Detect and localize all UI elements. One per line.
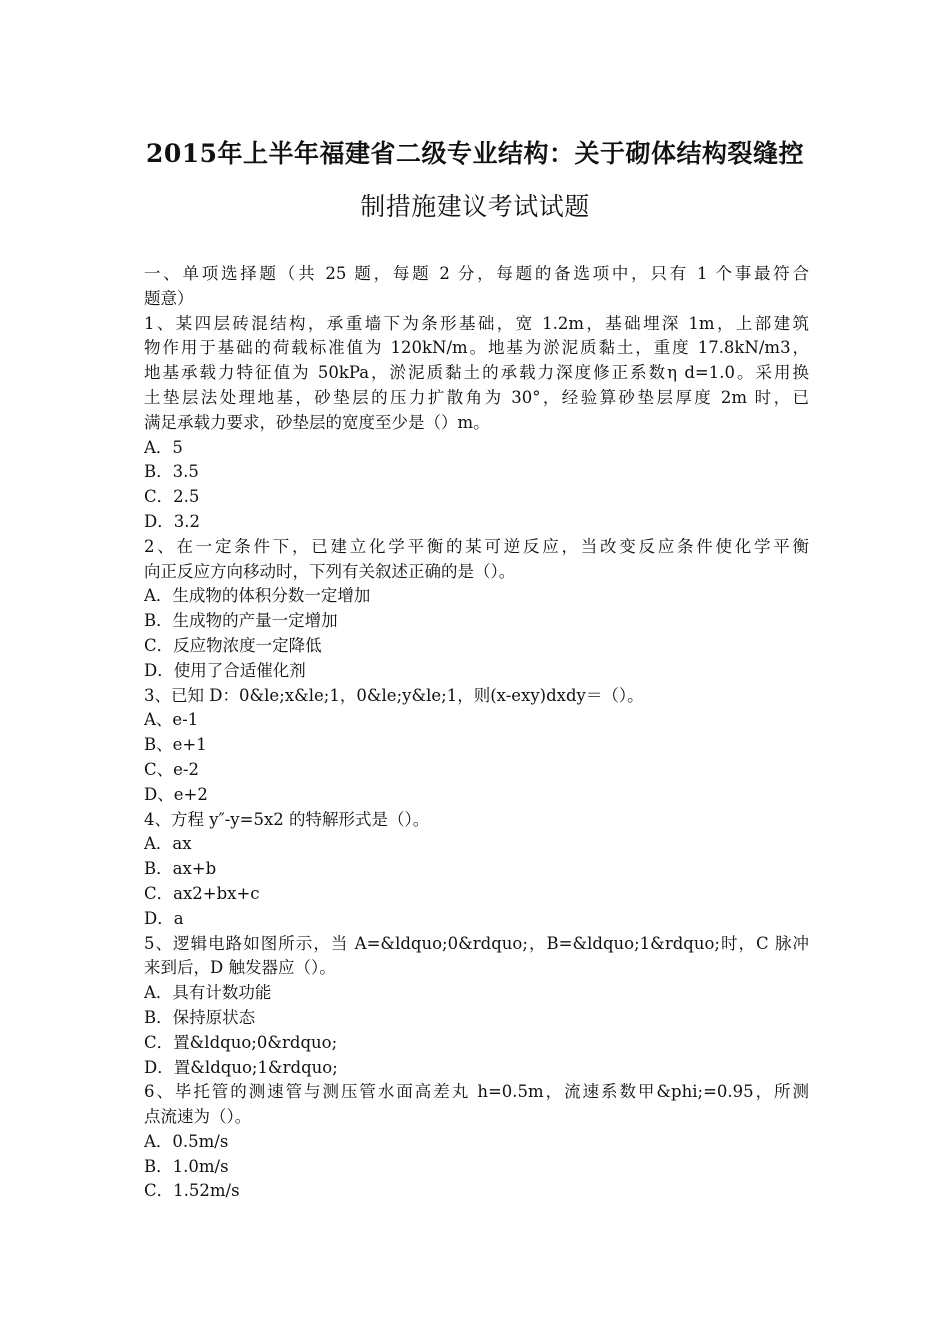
option: B．ax+b [144, 859, 217, 879]
option: A．生成物的体积分数一定增加 [144, 586, 371, 606]
option: A．具有计数功能 [144, 983, 272, 1003]
option: B．1.0m/s [144, 1156, 229, 1176]
document-title-line-2: 制措施建议考试试题 [360, 192, 590, 221]
document-body [144, 262, 809, 1204]
option: D．3.2 [144, 511, 200, 531]
question-2-cont: 向正反应方向移动时，下列有关叙述正确的是（）。 [144, 561, 516, 581]
option: B．3.5 [144, 462, 199, 482]
option: D．a [144, 908, 184, 928]
question-6: 6、毕托管的测速管与测压管水面高差丸 h=0.5m，流速系数甲&phi;=0.95，所测 [144, 1082, 809, 1102]
section-heading: 一、单项选择题（共 25 题，每题 2 分，每题的备选项中，只有 1 个事最符合 [144, 264, 809, 283]
document-title-line-1: 2015年上半年福建省二级专业结构：关于砌体结构裂缝控 [145, 139, 805, 168]
option: B、e+1 [144, 735, 207, 755]
option: B．生成物的产量一定增加 [144, 611, 338, 631]
option: C．ax2+bx+c [144, 883, 260, 903]
option: B．保持原状态 [144, 1007, 256, 1027]
option: C．1.52m/s [144, 1181, 240, 1201]
section-heading-cont: 题意） [144, 288, 194, 308]
question-1-cont: 土垫层法处理地基，砂垫层的压力扩散角为 30°，经验算砂垫层厚度 2m 时，已 [144, 387, 809, 407]
question-1-cont: 满足承载力要求，砂垫层的宽度至少是（）m。 [144, 412, 490, 432]
option: A、e-1 [144, 710, 199, 730]
question-1-cont: 地基承载力特征值为 50kPa，淤泥质黏土的承载力深度修正系数η d=1.0。采用换 [144, 363, 809, 383]
option: C．2.5 [144, 487, 200, 507]
option: D．置&ldquo;1&rdquo; [144, 1057, 338, 1077]
question-3: 3、已知 D：0&le;x&le;1，0&le;y&le;1，则(x-exy)dxdy＝（）。 [144, 685, 644, 705]
option: D、e+2 [144, 784, 208, 804]
question-1: 1、某四层砖混结构，承重墙下为条形基础，宽 1.2m，基础埋深 1m，上部建筑 [144, 313, 809, 333]
question-6-cont: 点流速为（）。 [144, 1107, 252, 1127]
question-2: 2、在一定条件下，已建立化学平衡的某可逆反应，当改变反应条件使化学平衡 [144, 536, 809, 556]
option: A．5 [144, 437, 183, 457]
question-5: 5、逻辑电路如图所示，当 A=&ldquo;0&rdquo;，B=&ldquo;1&rdquo;时，C 脉冲 [144, 933, 809, 953]
option: C．反应物浓度一定降低 [144, 635, 322, 655]
question-5-cont: 来到后，D 触发器应（）。 [144, 958, 336, 978]
option: D．使用了合适催化剂 [144, 660, 306, 680]
option: C．置&ldquo;0&rdquo; [144, 1032, 338, 1052]
question-1-cont: 物作用于基础的荷载标准值为 120kN/m。地基为淤泥质黏土，重度 17.8kN/m3， [144, 338, 809, 358]
question-4: 4、方程 y″-y=5x2 的特解形式是（）。 [144, 809, 430, 829]
option: A．ax [144, 834, 192, 854]
option: A．0.5m/s [144, 1131, 229, 1151]
option: C、e-2 [144, 759, 199, 779]
